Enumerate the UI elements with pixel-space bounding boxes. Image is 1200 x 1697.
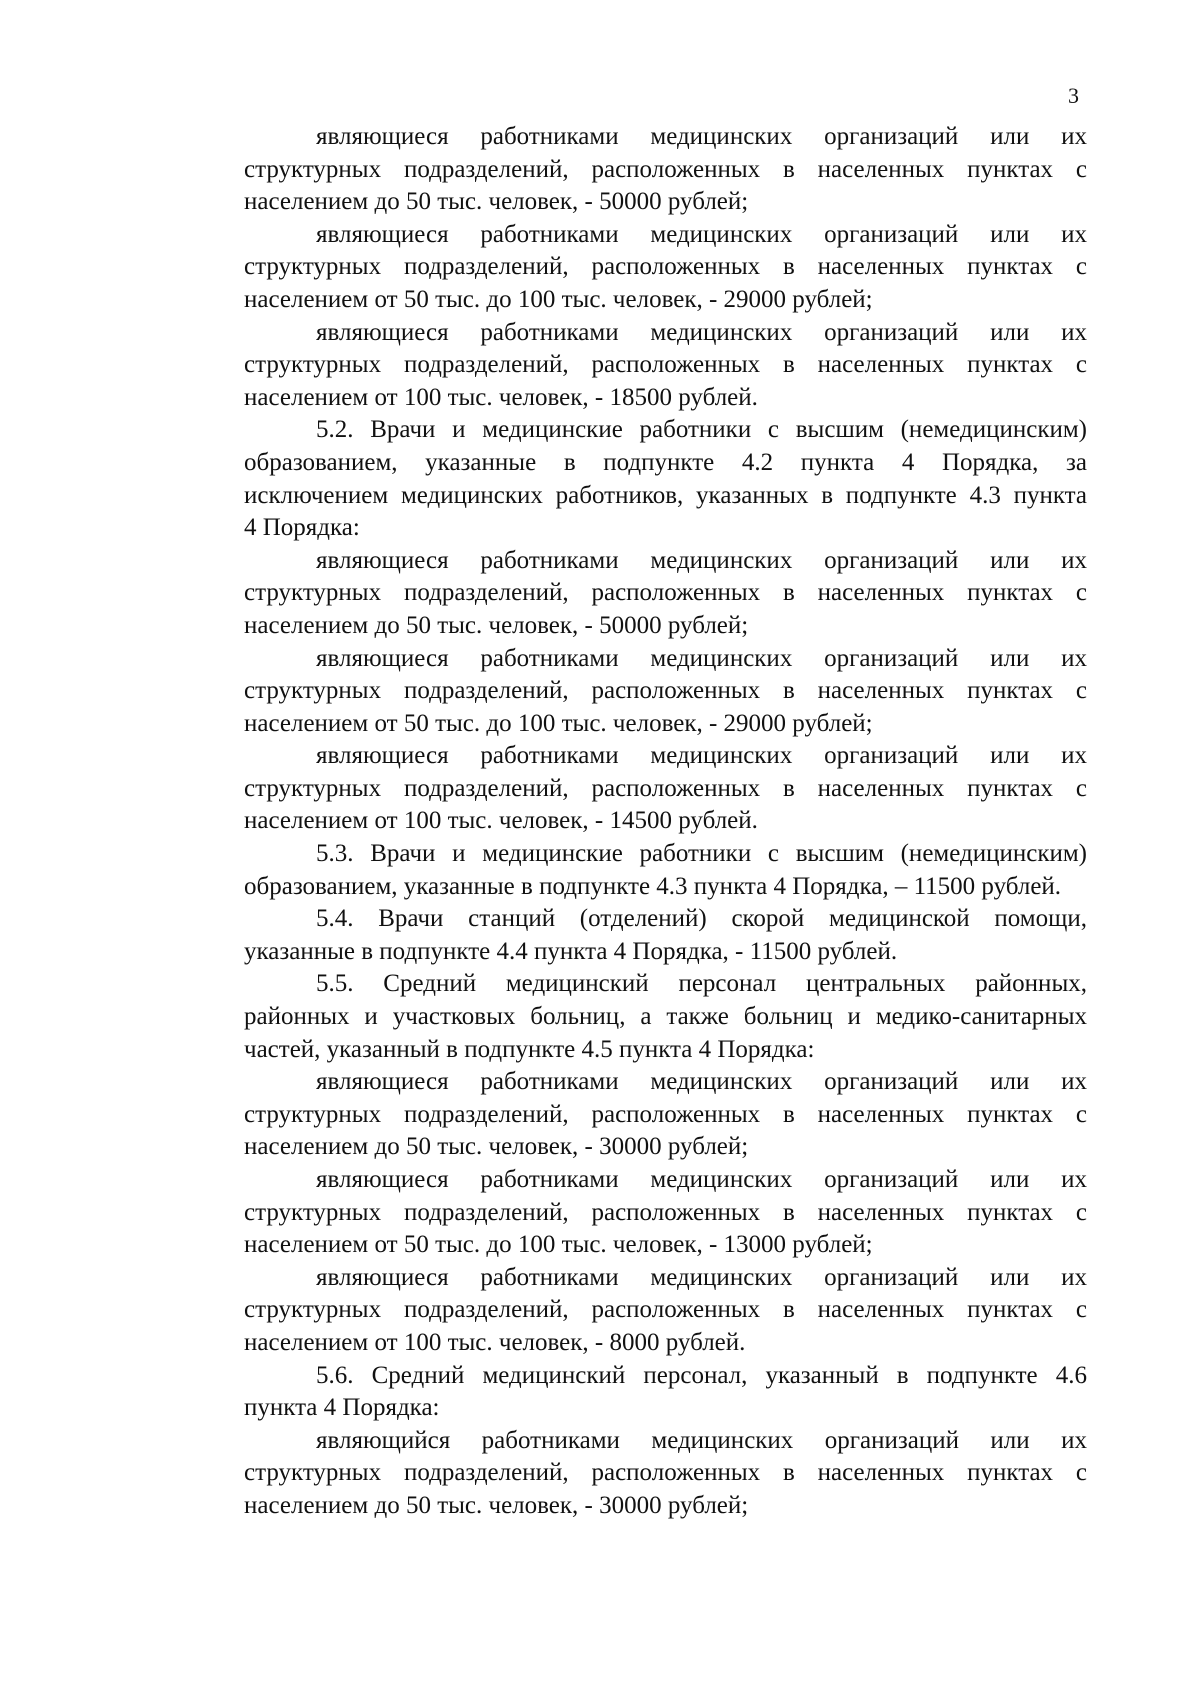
text-line: частей, указанный в подпункте 4.5 пункта 4 Порядка: [244, 1035, 815, 1063]
text-line: населением от 100 тыс. человек, - 14500 рублей. [244, 807, 758, 835]
paragraph [172, 740, 1087, 838]
text-line: исключением медицинских работников, указанных в подпункте 4.3 пункта [244, 481, 1087, 509]
text-line: 5.4. Врачи станций (отделений) скорой медицинской помощи, [316, 905, 1087, 933]
text-line: 5.5. Средний медицинский персонал центральных районных, [316, 970, 1087, 998]
text-line: структурных подразделений, расположенных в населенных пунктах с [244, 155, 1087, 183]
paragraph [172, 1066, 1087, 1164]
text-line: населением до 50 тыс. человек, - 50000 рублей; [244, 188, 749, 216]
text-line: населением до 50 тыс. человек, - 30000 рублей; [244, 1133, 749, 1161]
text-line: структурных подразделений, расположенных в населенных пунктах с [244, 579, 1087, 607]
paragraph [172, 1360, 1087, 1425]
text-line: 5.6. Средний медицинский персонал, указанный в подпункте 4.6 [316, 1361, 1087, 1389]
text-line: 5.2. Врачи и медицинские работники с высшим (немедицинским) [316, 416, 1087, 444]
text-line: являющиеся работниками медицинских организаций или их [316, 220, 1087, 248]
document-body [172, 121, 1087, 1523]
text-line: являющиеся работниками медицинских организаций или их [316, 644, 1087, 672]
paragraph [172, 1262, 1087, 1360]
text-line: структурных подразделений, расположенных в населенных пунктах с [244, 677, 1087, 705]
text-line: населением до 50 тыс. человек, - 50000 рублей; [244, 611, 749, 639]
text-line: населением от 100 тыс. человек, - 18500 рублей. [244, 383, 758, 411]
paragraph [172, 838, 1087, 903]
page-number: 3 [1068, 83, 1079, 108]
text-line: населением от 50 тыс. до 100 тыс. человек, - 29000 рублей; [244, 285, 873, 313]
text-line: являющийся работниками медицинских организаций или их [316, 1426, 1087, 1454]
text-line: образованием, указанные в подпункте 4.3 пункта 4 Порядка, – 11500 рублей. [244, 872, 1062, 900]
text-line: структурных подразделений, расположенных в населенных пунктах с [244, 253, 1087, 281]
text-line: являющиеся работниками медицинских организаций или их [316, 1263, 1087, 1291]
paragraph [172, 317, 1087, 415]
text-line: структурных подразделений, расположенных в населенных пунктах с [244, 1100, 1087, 1128]
text-line: населением от 50 тыс. до 100 тыс. человек, - 13000 рублей; [244, 1231, 873, 1259]
paragraph [172, 1164, 1087, 1262]
text-line: являющиеся работниками медицинских организаций или их [316, 742, 1087, 770]
paragraph [172, 903, 1087, 968]
text-line: указанные в подпункте 4.4 пункта 4 Порядка, - 11500 рублей. [244, 937, 898, 965]
text-line: структурных подразделений, расположенных в населенных пунктах с [244, 1459, 1087, 1487]
paragraph [172, 219, 1087, 317]
text-line: населением до 50 тыс. человек, - 30000 рублей; [244, 1491, 749, 1519]
text-line: являющиеся работниками медицинских организаций или их [316, 123, 1087, 150]
paragraph [172, 545, 1087, 643]
text-line: структурных подразделений, расположенных в населенных пунктах с [244, 351, 1087, 379]
text-line: образованием, указанные в подпункте 4.2 пункта 4 Порядка, за [244, 448, 1087, 476]
paragraph [172, 121, 1087, 219]
text-line: являющиеся работниками медицинских организаций или их [316, 1068, 1087, 1096]
text-line: 4 Порядка: [244, 514, 360, 542]
text-line: 5.3. Врачи и медицинские работники с высшим (немедицинским) [316, 840, 1087, 868]
paragraph [172, 1425, 1087, 1523]
text-line: структурных подразделений, расположенных в населенных пунктах с [244, 1198, 1087, 1226]
text-line: пункта 4 Порядка: [244, 1394, 440, 1422]
text-line: населением от 100 тыс. человек, - 8000 рублей. [244, 1328, 746, 1356]
paragraph [172, 968, 1087, 1066]
text-line: населением от 50 тыс. до 100 тыс. человек, - 29000 рублей; [244, 709, 873, 737]
paragraph [172, 414, 1087, 544]
text-line: являющиеся работниками медицинских организаций или их [316, 1166, 1087, 1193]
paragraph [172, 643, 1087, 741]
text-line: являющиеся работниками медицинских организаций или их [316, 318, 1087, 346]
text-line: структурных подразделений, расположенных в населенных пунктах с [244, 774, 1087, 802]
text-line: являющиеся работниками медицинских организаций или их [316, 546, 1087, 574]
text-line: районных и участковых больниц, а также больниц и медико-санитарных [244, 1003, 1087, 1031]
text-line: структурных подразделений, расположенных в населенных пунктах с [244, 1296, 1087, 1324]
